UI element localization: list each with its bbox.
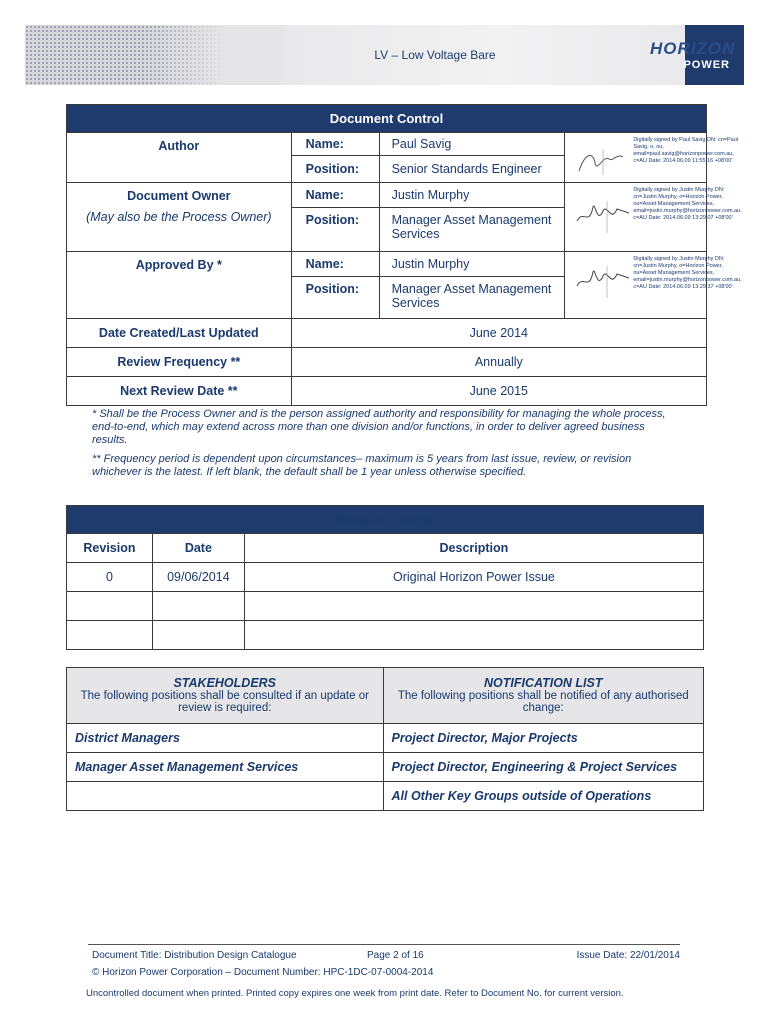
date-created-row (67, 319, 707, 348)
notification-header (383, 668, 703, 724)
owner-sublabel: (May also be the Process Owner) (86, 210, 272, 224)
owner-signature-image (573, 199, 633, 235)
owner-signature-cell (565, 183, 742, 252)
approved-position-label: Position: (291, 277, 379, 319)
stakeholders-table (66, 667, 704, 811)
author-position-label: Position: (291, 156, 379, 183)
footer-divider (88, 944, 680, 945)
notification-cell: Project Director, Major Projects (383, 724, 703, 753)
author-position: Senior Standards Engineer (379, 156, 565, 183)
date-created-value: June 2014 (291, 319, 706, 348)
stakeholders-title: STAKEHOLDERS (173, 676, 277, 690)
next-review-row (67, 377, 707, 406)
revision-cell: 0 (67, 563, 153, 592)
revision-column-header: Revision (67, 534, 153, 563)
note-process-owner: * Shall be the Process Owner and is the person assigned authority and responsibility for managing the whole process, end-to-end, which may extend across more than one division and/or functions, in order to deliver agreed business results. (92, 408, 666, 446)
footer-copyright: © Horizon Power Corporation – Document Number: HPC-1DC-07-0004-2014 (92, 967, 434, 978)
horizon-power-logo (650, 39, 750, 75)
header-title: LV – Low Voltage Bare (374, 48, 496, 62)
date-column-header: Date (152, 534, 244, 563)
owner-name-label: Name: (291, 183, 379, 208)
revision-header-row (67, 534, 704, 563)
author-name: Paul Savig (379, 133, 565, 156)
review-frequency-label: Review Frequency ** (67, 348, 292, 377)
page-header (25, 25, 744, 85)
logo-sub-text: POWER (683, 59, 730, 71)
approved-row (67, 252, 707, 277)
date-cell (152, 621, 244, 650)
revision-control-title: Revision Control (67, 506, 704, 534)
owner-label-cell (67, 183, 292, 252)
author-signature-image (573, 145, 631, 179)
author-name-label: Name: (291, 133, 379, 156)
revision-cell (67, 621, 153, 650)
owner-row (67, 183, 707, 208)
table-row (67, 753, 704, 782)
stakeholder-cell: District Managers (67, 724, 384, 753)
stakeholders-header-row (67, 668, 704, 724)
notification-cell: All Other Key Groups outside of Operations (383, 782, 703, 811)
table-row (67, 621, 704, 650)
stakeholders-desc: The following positions shall be consulted if an update or review is required: (80, 690, 369, 714)
approved-name-label: Name: (291, 252, 379, 277)
table-row (67, 724, 704, 753)
note-frequency: ** Frequency period is dependent upon circumstances– maximum is 5 years from last issue, review, or revision whichever is the latest. If left blank, the default shall be 1 year unless otherwise specified. (92, 453, 632, 478)
document-control-table (66, 104, 742, 406)
stakeholder-cell (67, 782, 384, 811)
logo-main-text: HORIZON (650, 39, 736, 58)
date-cell (152, 592, 244, 621)
stakeholder-cell: Manager Asset Management Services (67, 753, 384, 782)
owner-signature-text: Digitally signed by Justin Murphy DN: cn=Justin Murphy, o=Horizon Power, ou=Asset Management Services, email=justin.murphy@horizonpower.com.au, c=AU Date: 2014.06.09 13:29:07 +08'00' (633, 187, 742, 221)
next-review-value: June 2015 (291, 377, 706, 406)
description-cell (244, 592, 703, 621)
owner-name: Justin Murphy (379, 183, 565, 208)
date-cell: 09/06/2014 (152, 563, 244, 592)
table-row (67, 592, 704, 621)
author-label: Author (67, 133, 292, 183)
footer-disclaimer: Uncontrolled document when printed. Printed copy expires one week from print date. Refer to Document No. for current version. (86, 988, 624, 999)
notification-desc: The following positions shall be notified of any authorised change: (397, 690, 689, 714)
description-column-header: Description (244, 534, 703, 563)
stakeholders-header (67, 668, 384, 724)
approved-signature-text: Digitally signed by Justin Murphy DN: cn=Justin Murphy, o=Horizon Power, ou=Asset Management Services, email=justin.murphy@horizonpower.com.au, c=AU Date: 2014.06.09 13:29:37 +08'00' (633, 256, 742, 290)
table-row (67, 782, 704, 811)
notification-title: NOTIFICATION LIST (484, 676, 603, 690)
next-review-label: Next Review Date ** (67, 377, 292, 406)
owner-position: Manager Asset Management Services (379, 208, 565, 252)
author-signature-text: Digitally signed by Paul Savig DN: cn=Paul Savig, o, ou, email=paul.savig@horizonpower.com.au, c=AU Date: 2014.06.09 11:55:16 +08'00' (633, 137, 739, 164)
owner-position-label: Position: (291, 208, 379, 252)
approved-name: Justin Murphy (379, 252, 565, 277)
description-cell: Original Horizon Power Issue (244, 563, 703, 592)
approved-label: Approved By * (67, 252, 292, 319)
approved-position: Manager Asset Management Services (379, 277, 565, 319)
document-control-title: Document Control (67, 105, 707, 133)
owner-label: Document Owner (127, 189, 231, 203)
description-cell (244, 621, 703, 650)
notification-cell: Project Director, Engineering & Project Services (383, 753, 703, 782)
approved-signature-image (573, 264, 633, 300)
author-signature-cell (565, 133, 739, 183)
table-row (67, 563, 704, 592)
footer-issue-date: Issue Date: 22/01/2014 (576, 950, 680, 961)
review-frequency-value: Annually (291, 348, 706, 377)
document-control-title-row (67, 105, 707, 133)
review-frequency-row (67, 348, 707, 377)
revision-control-title-row (67, 506, 704, 534)
date-created-label: Date Created/Last Updated (67, 319, 292, 348)
approved-signature-cell (565, 252, 742, 319)
footer-doc-title: Document Title: Distribution Design Catalogue (92, 950, 297, 961)
author-row (67, 133, 707, 156)
footer-page-number: Page 2 of 16 (367, 950, 424, 961)
revision-control-table (66, 505, 704, 650)
revision-cell (67, 592, 153, 621)
